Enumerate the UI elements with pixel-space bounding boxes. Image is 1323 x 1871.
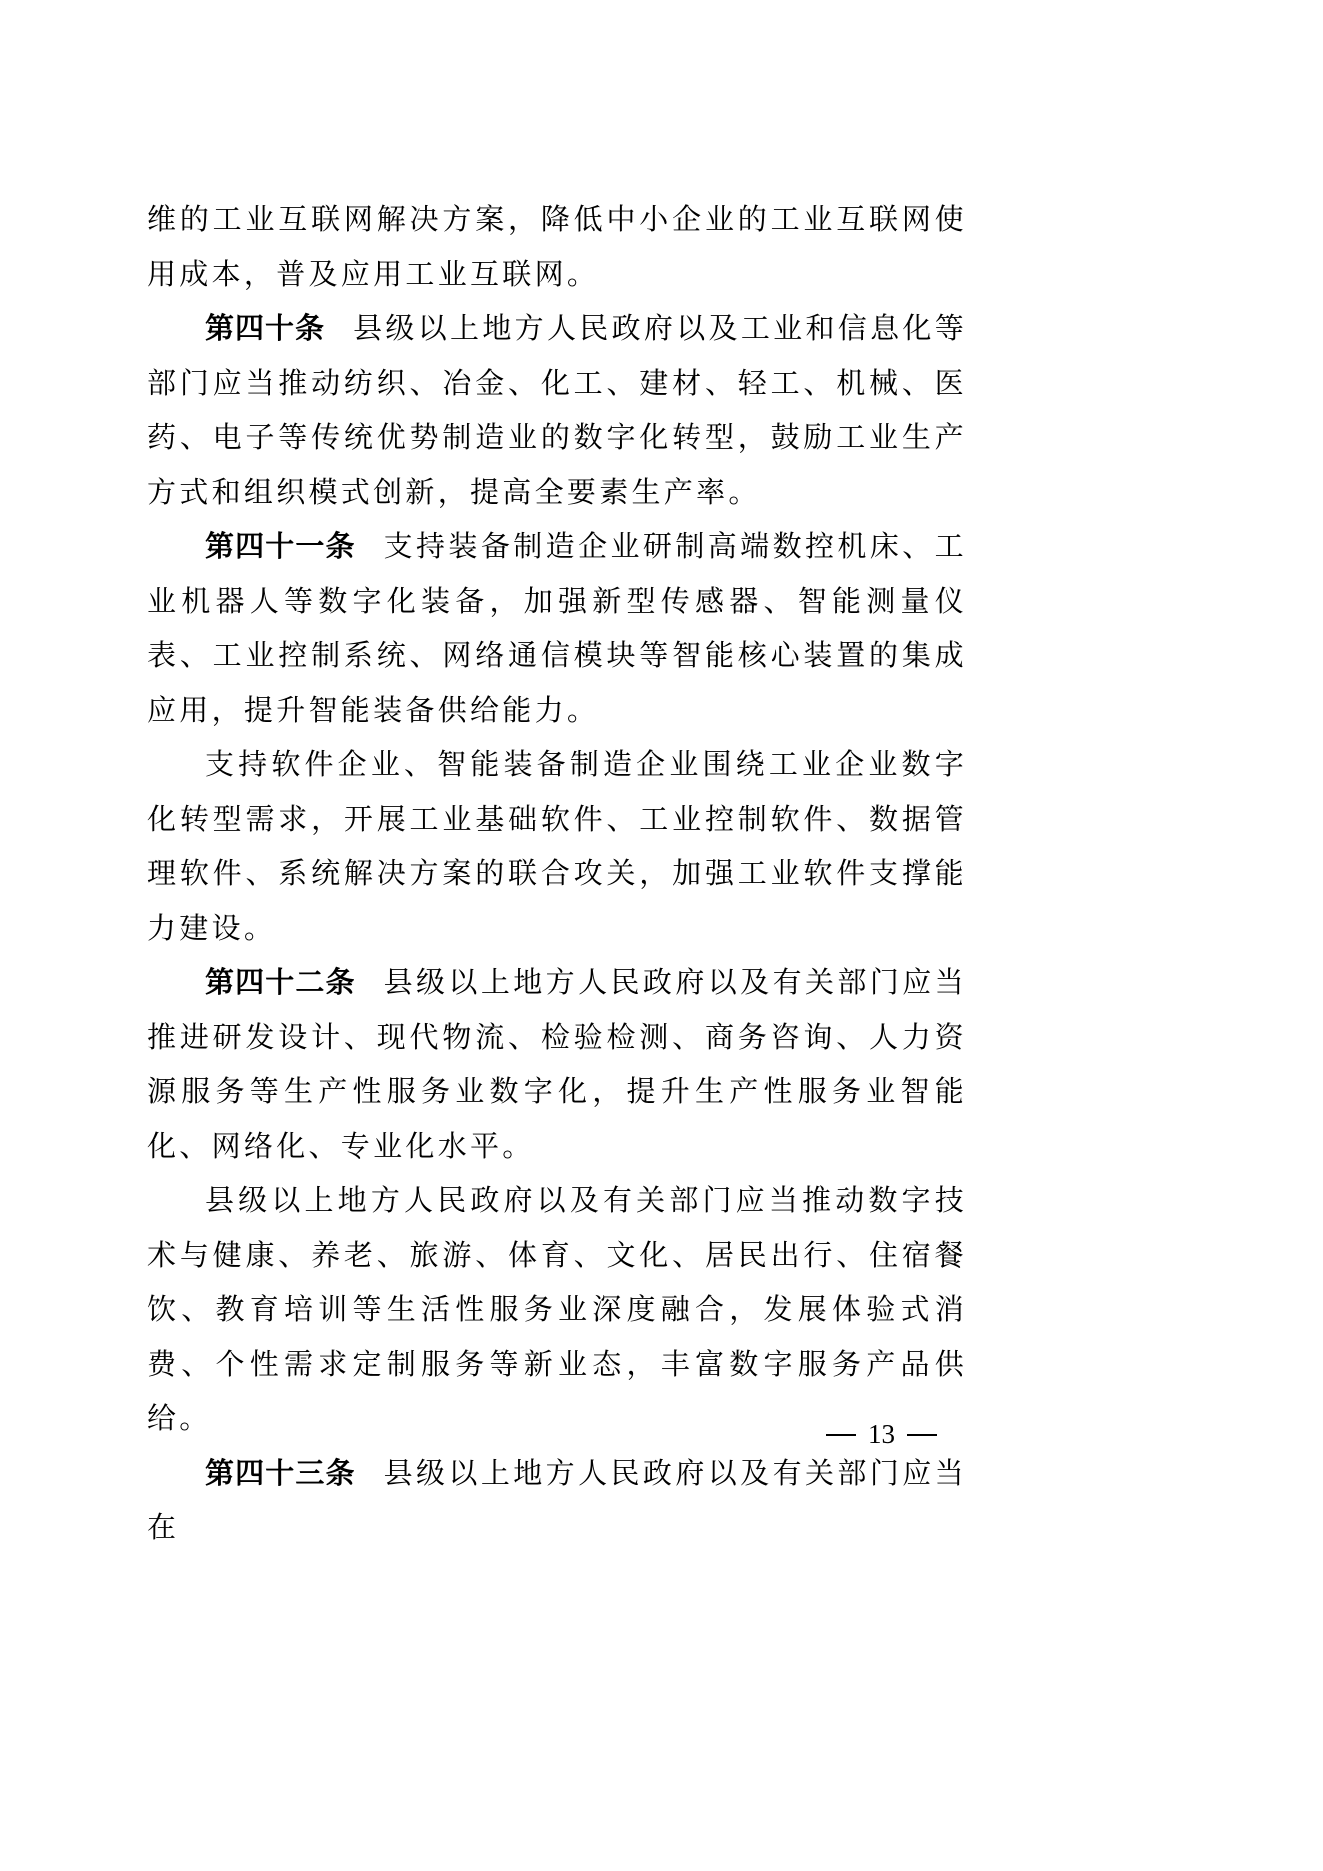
paragraph-text: 县级以上地方人民政府以及有关部门应当推进研发设计、现代物流、检验检测、商务咨询、人力资源服务等生产性服务业数字化，提升生产性服务业智能化、网络化、专业化水平。 [147, 965, 967, 1163]
article-42 [147, 955, 967, 1173]
paragraph-text: 支持软件企业、智能装备制造企业围绕工业企业数字化转型需求，开展工业基础软件、工业控制软件、数据管理软件、系统解决方案的联合攻关，加强工业软件支撑能力建设。 [147, 747, 967, 945]
paragraph-text: 维的工业互联网解决方案，降低中小企业的工业互联网使用成本，普及应用工业互联网。 [147, 202, 967, 291]
article-40 [147, 301, 967, 519]
paragraph-text: 县级以上地方人民政府以及有关部门应当推动数字技术与健康、养老、旅游、体育、文化、居民出行、住宿餐饮、教育培训等生活性服务业深度融合，发展体验式消费、个性需求定制服务等新业态，丰富数字服务产品供给。 [147, 1183, 967, 1435]
paragraph-text: 支持装备制造企业研制高端数控机床、工业机器人等数字化装备，加强新型传感器、智能测量仪表、工业控制系统、网络通信模块等智能核心装置的集成应用，提升智能装备供给能力。 [147, 529, 967, 727]
article-heading: 第四十二条 [205, 965, 356, 999]
footer-dash-right [907, 1434, 937, 1436]
article-heading: 第四十条 [205, 311, 326, 345]
article-41 [147, 519, 967, 737]
document-body [147, 192, 967, 1555]
paragraph-1 [147, 192, 967, 301]
article-41-clause-2 [147, 737, 967, 955]
page-number: 13 [868, 1419, 895, 1449]
page-footer [826, 1419, 937, 1450]
article-43 [147, 1446, 967, 1555]
article-heading: 第四十一条 [205, 529, 356, 563]
article-heading: 第四十三条 [205, 1455, 356, 1490]
paragraph-text: 县级以上地方人民政府以及有关部门应当在 [147, 1455, 967, 1544]
article-42-clause-2 [147, 1173, 967, 1446]
footer-dash-left [826, 1434, 856, 1436]
paragraph-text: 县级以上地方人民政府以及工业和信息化等部门应当推动纺织、冶金、化工、建材、轻工、机械、医药、电子等传统优势制造业的数字化转型，鼓励工业生产方式和组织模式创新，提高全要素生产率。 [147, 311, 967, 509]
